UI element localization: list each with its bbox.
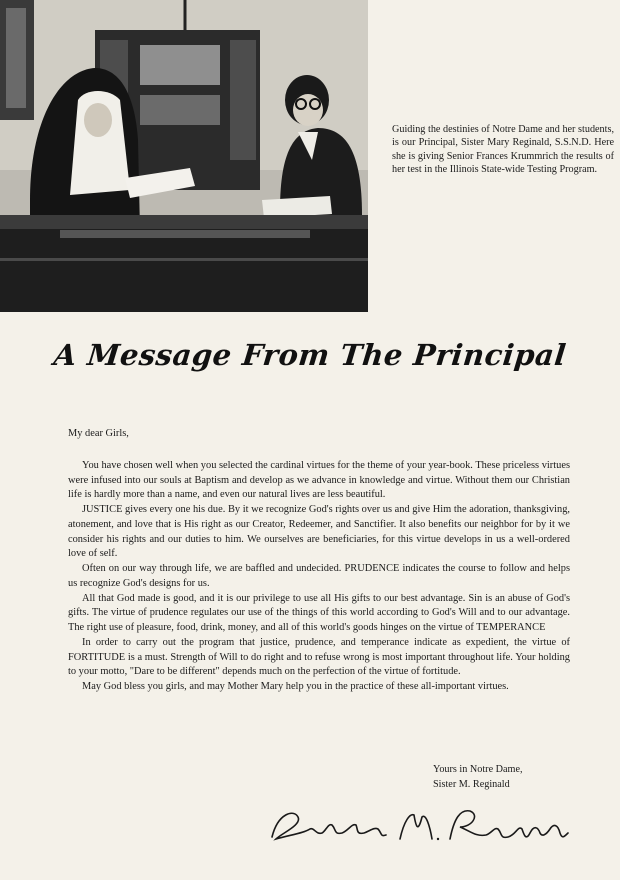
page-title: A Message From The Principal <box>52 338 568 372</box>
principal-photo <box>0 0 368 312</box>
letter-paragraph: In order to carry out the program that justice, prudence, and temperance indicate as expedient, the virtue of FORTITUDE is a must. Strength of Will to do right and to refuse wrong is most important throughout life. Your holding to your motto, "Dare to be different" depends much on the perfection of the virtue of fortitude. <box>68 636 570 678</box>
letter-paragraph: May God bless you girls, and may Mother Mary help you in the practice of these all-important virtues. <box>82 681 509 693</box>
letter-paragraph: JUSTICE gives every one his due. By it we recognize God's rights over us and give Him the adoration, thanksgiving, atonement, and love that is His right as our Creator, Redeemer, and Sanctifier. It also benefits our neighbor for by it we consider his rights and our duties to him. We ourselves are beneficiaries, for this virtue develops in us a well-ordered love of self. <box>68 504 570 560</box>
handwritten-signature <box>264 803 574 849</box>
closing-signature-name: Sister M. Reginald <box>433 778 510 790</box>
letter-body <box>68 427 570 695</box>
signature-drawing <box>264 803 574 849</box>
letter-paragraph: You have chosen well when you selected the cardinal virtues for the theme of your year-book. These priceless virtues were infused into our souls at Baptism and develop as we advance in knowledge and virtue. Without them our Christian life is hardly more than a name, and even our natural lives are less beautiful. <box>68 459 570 501</box>
letter-closing <box>433 763 523 793</box>
closing-line: Yours in Notre Dame, <box>433 764 523 775</box>
photo-illustration <box>0 0 368 312</box>
letter-salutation: My dear Girls, <box>68 428 129 439</box>
letter-paragraph: All that God made is good, and it is our privilege to use all His gifts to our best advantage. Sin is an abuse of God's gifts. The virtue of prudence regulates our use of the things of this world according to God's Will and to our advantage. The right use of pleasure, food, drink, money, and all of this world's goods hinges on the virtue of TEMPERANCE <box>68 592 570 634</box>
letter-paragraph: Often on our way through life, we are baffled and undecided. PRUDENCE indicates the course to follow and helps us recognize God's designs for us. <box>68 563 570 589</box>
photo-caption: Guiding the destinies of Notre Dame and her students, is our Principal, Sister Mary Reginald, S.S.N.D. Here she is giving Senior Frances Krummrich the results of her test in the Illinois State-wide Testing Program. <box>392 124 614 175</box>
